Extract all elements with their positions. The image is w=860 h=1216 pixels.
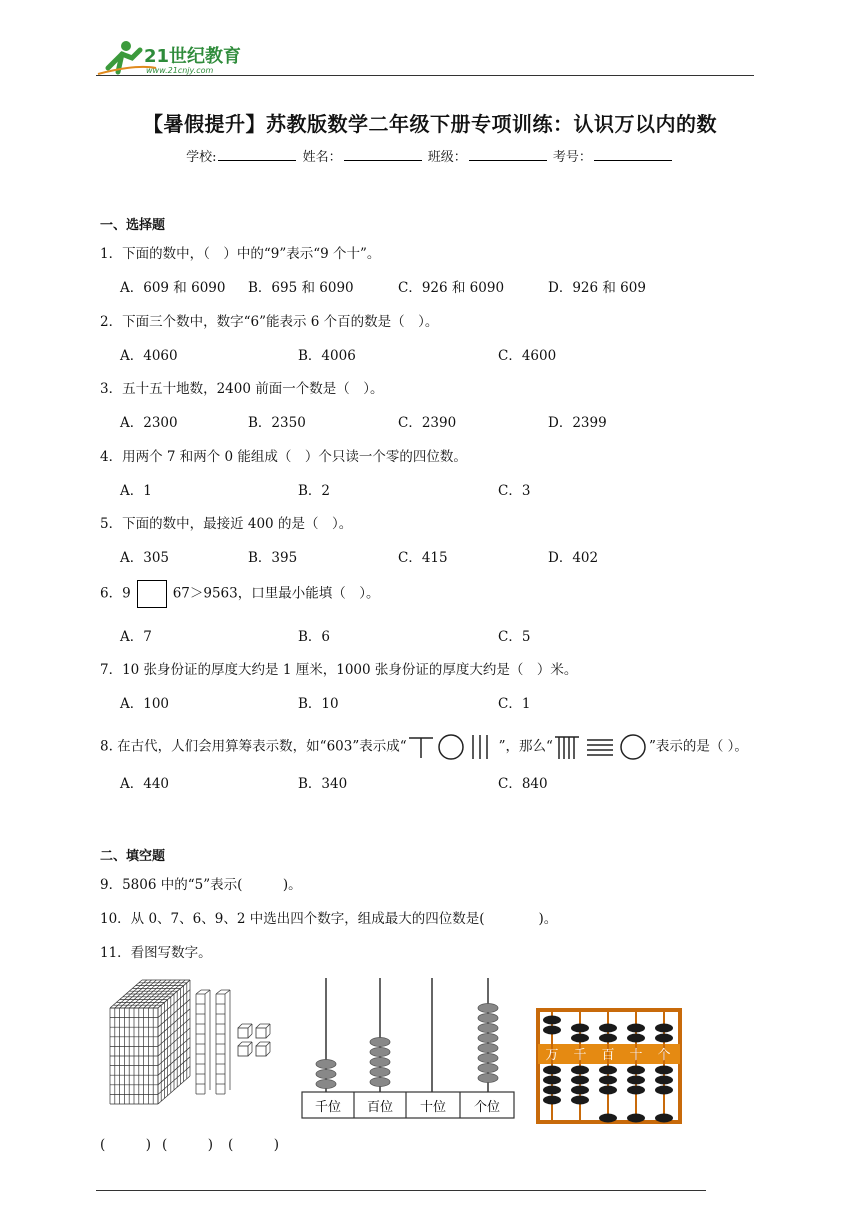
option[interactable]: B．2: [298, 483, 331, 499]
option[interactable]: A．440: [120, 776, 170, 792]
school-blank[interactable]: [218, 148, 296, 161]
counting-frame-figure: [300, 970, 520, 1126]
option[interactable]: A．305: [120, 550, 170, 566]
exam-no-blank[interactable]: [594, 148, 672, 161]
option[interactable]: B．695 和 6090: [248, 280, 354, 296]
option[interactable]: B．395: [248, 550, 298, 566]
option[interactable]: D．926 和 609: [548, 280, 646, 296]
suanpan-label: 千: [573, 1048, 587, 1063]
option[interactable]: C．1: [498, 696, 531, 712]
question-10: 10．从 0、7、6、9、2 中选出四个数字，组成最大的四位数是( )。: [100, 911, 558, 927]
suanpan-label: 百: [601, 1048, 615, 1063]
answer-blank[interactable]: ( ): [100, 1137, 152, 1153]
question-11: 11．看图写数字。: [100, 945, 212, 961]
option[interactable]: C．840: [498, 776, 548, 792]
logo-text: 21世纪教育: [144, 46, 242, 67]
question-6: [100, 580, 379, 608]
base-ten-blocks-figure: [104, 968, 284, 1132]
counting-rods-603: [407, 732, 499, 762]
option[interactable]: B．340: [298, 776, 348, 792]
section-title-choice: 一、选择题: [100, 218, 166, 233]
question-8: [100, 732, 748, 762]
option[interactable]: C．5: [498, 629, 531, 645]
suanpan-label: 万: [545, 1048, 559, 1063]
question-6-part-a: 6．9: [100, 585, 131, 602]
question-1: 1．下面的数中，（ ）中的“9”表示“9 个十”。: [100, 246, 381, 262]
option[interactable]: C．3: [498, 483, 531, 499]
option[interactable]: B．2350: [248, 415, 306, 431]
option[interactable]: C．926 和 6090: [398, 280, 505, 296]
question-7: 7．10 张身份证的厚度大约是 1 厘米，1000 张身份证的厚度大约是（ ）米。: [100, 662, 578, 678]
question-6-part-b: 67＞9563，口里最小能填（ ）。: [172, 585, 380, 602]
suanpan-label: 个: [657, 1048, 671, 1063]
question-3: 3．五十五十地数，2400 前面一个数是（ ）。: [100, 381, 384, 397]
name-label: 姓名：: [302, 150, 342, 165]
option[interactable]: A．609 和 6090: [120, 280, 226, 296]
option[interactable]: B．10: [298, 696, 339, 712]
header-divider: [96, 75, 754, 76]
exam-no-label: 考号：: [552, 150, 592, 165]
option[interactable]: C．4600: [498, 348, 557, 364]
question-9: 9．5806 中的“5”表示( )。: [100, 877, 302, 893]
option[interactable]: A．4060: [120, 348, 178, 364]
suanpan-label: 十: [629, 1048, 643, 1063]
option[interactable]: A．7: [120, 629, 152, 645]
option[interactable]: B．4006: [298, 348, 356, 364]
section-title-fill: 二、填空题: [100, 849, 166, 864]
footer-divider: [96, 1190, 706, 1191]
answer-blank[interactable]: ( ): [162, 1137, 214, 1153]
option[interactable]: C．2390: [398, 415, 457, 431]
suanpan-figure: [536, 1008, 682, 1128]
logo-sub: www.21cnjy.com: [146, 66, 214, 75]
logo: [96, 38, 266, 78]
option[interactable]: A．100: [120, 696, 170, 712]
abacus-label: 个位: [473, 1100, 501, 1115]
abacus-label: 十位: [419, 1100, 447, 1115]
class-label: 班级：: [427, 150, 467, 165]
option[interactable]: C．415: [398, 550, 448, 566]
question-2: 2．下面三个数中，数字“6”能表示 6 个百的数是（ ）。: [100, 314, 439, 330]
class-blank[interactable]: [469, 148, 547, 161]
option[interactable]: D．402: [548, 550, 599, 566]
name-blank[interactable]: [344, 148, 422, 161]
school-label: 学校:: [186, 150, 217, 165]
student-info: [0, 146, 860, 165]
abacus-label: 千位: [314, 1100, 342, 1115]
abacus-label: 百位: [366, 1100, 394, 1115]
answer-box[interactable]: [137, 580, 167, 608]
question-5: 5．下面的数中，最接近 400 的是（ ）。: [100, 516, 353, 532]
answer-blank[interactable]: ( ): [228, 1137, 280, 1153]
question-8-part-a: 8. 在古代，人们会用算筹表示数，如“603”表示成“: [100, 738, 407, 755]
option[interactable]: D．2399: [548, 415, 607, 431]
question-8-part-b: ”，那么“: [498, 738, 553, 755]
page-title: 【暑假提升】苏教版数学二年级下册专项训练：认识万以内的数: [143, 112, 717, 136]
option[interactable]: A．2300: [120, 415, 178, 431]
option[interactable]: A．1: [120, 483, 152, 499]
question-4: 4．用两个 7 和两个 0 能组成（ ）个只读一个零的四位数。: [100, 449, 467, 465]
question-8-part-c: ”表示的是（ ）。: [648, 738, 748, 755]
option[interactable]: B．6: [298, 629, 331, 645]
counting-rods-question: [553, 732, 649, 762]
